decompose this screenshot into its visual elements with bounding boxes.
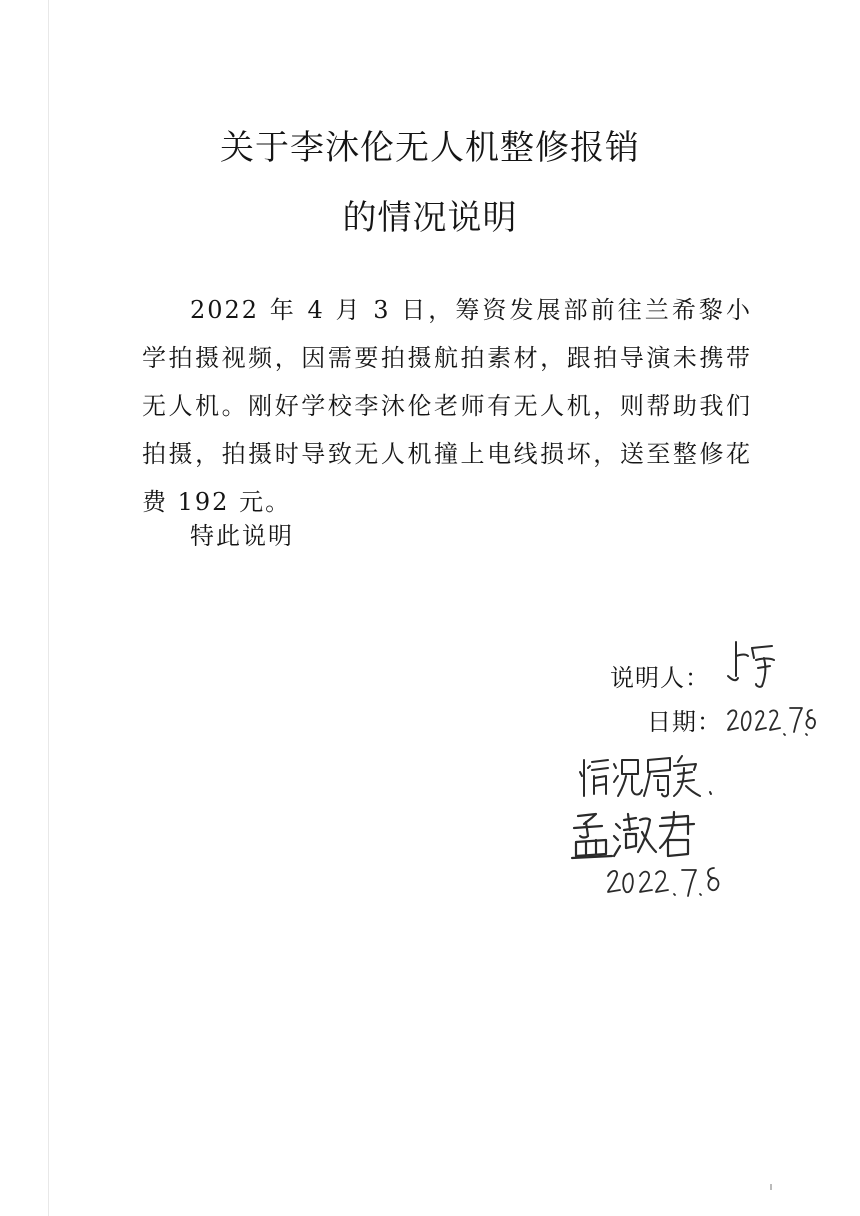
handwritten-approval-date <box>604 862 724 902</box>
handwritten-approval-note <box>578 750 718 802</box>
closing-statement: 特此说明 <box>190 522 294 550</box>
date-label: 日期： <box>647 708 722 736</box>
handwritten-approver-signature <box>570 808 700 864</box>
handwritten-signature <box>722 636 782 692</box>
handwritten-date <box>726 700 816 744</box>
document-title-line-1: 关于李沐伦无人机整修报销 <box>220 128 640 168</box>
scan-artifact <box>770 1184 772 1190</box>
document-body-paragraph: 2022 年 4 月 3 日，筹资发展部前往兰希黎小学拍摄视频，因需要拍摄航拍素材，跟拍导演未携带无人机。刚好学校李沐伦老师有无人机，则帮助我们拍摄，拍摄时导致无人机撞上电线损坏，送至整修花费 192 元。 <box>142 296 752 516</box>
scan-edge-line <box>48 0 49 1216</box>
signatory-label: 说明人： <box>610 664 710 692</box>
document-title-line-2: 的情况说明 <box>342 198 518 238</box>
